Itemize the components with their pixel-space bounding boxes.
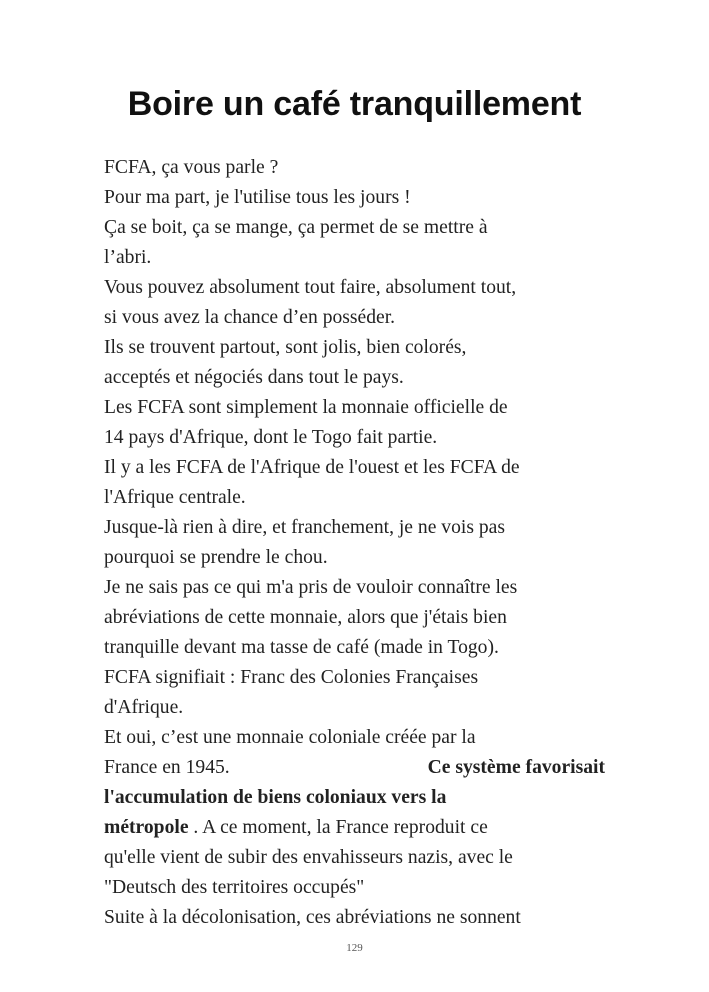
text-line: tranquille devant ma tasse de café (made in Togo). [104, 637, 499, 658]
text-line-france [104, 753, 605, 783]
text-line: Les FCFA sont simplement la monnaie officielle de [104, 397, 508, 418]
text-line: pourquoi se prendre le chou. [104, 547, 328, 568]
text-line: Pour ma part, je l'utilise tous les jours ! [104, 187, 411, 208]
text-line: "Deutsch des territoires occupés" [104, 877, 365, 898]
text-line: acceptés et négociés dans tout le pays. [104, 367, 404, 388]
text-metropole-bold: métropole [104, 817, 189, 838]
text-line: Je ne sais pas ce qui m'a pris de vouloir connaître les [104, 577, 518, 598]
text-line: l’abri. [104, 247, 152, 268]
paragraph-lines [104, 153, 605, 753]
text-line: Ça se boit, ça se mange, ça permet de se mettre à [104, 217, 488, 238]
text-line: si vous avez la chance d’en posséder. [104, 307, 396, 328]
body-text [104, 153, 605, 933]
text-line: 14 pays d'Afrique, dont le Togo fait partie. [104, 427, 438, 448]
text-line: FCFA signifiait : Franc des Colonies Françaises [104, 667, 479, 688]
text-metropole-rest: . A ce moment, la France reproduit ce [188, 817, 488, 838]
text-line: qu'elle vient de subir des envahisseurs nazis, avec le [104, 847, 513, 868]
text-line-metropole [104, 813, 605, 843]
text-line: Suite à la décolonisation, ces abréviations ne sonnent [104, 907, 521, 928]
text-france-prefix: France en 1945. [104, 757, 230, 778]
text-line: d'Afrique. [104, 697, 184, 718]
chapter-title: Boire un café tranquillement [127, 85, 582, 123]
text-line: Ils se trouvent partout, sont jolis, bien colorés, [104, 337, 467, 358]
text-line: Il y a les FCFA de l'Afrique de l'ouest et les FCFA de [104, 457, 520, 478]
text-system-bold: Ce système favorisait [427, 757, 605, 778]
text-line: Vous pouvez absolument tout faire, absolument tout, [104, 277, 517, 298]
text-line-accumulation: l'accumulation de biens coloniaux vers la [104, 787, 447, 808]
text-line: l'Afrique centrale. [104, 487, 246, 508]
text-line: FCFA, ça vous parle ? [104, 157, 279, 178]
text-line: Et oui, c’est une monnaie coloniale créée par la [104, 727, 476, 748]
page-number: 129 [346, 942, 363, 954]
text-line: Jusque-là rien à dire, et franchement, je ne vois pas [104, 517, 505, 538]
paragraph-lines-end [104, 843, 605, 933]
text-line: abréviations de cette monnaie, alors que j'étais bien [104, 607, 507, 628]
